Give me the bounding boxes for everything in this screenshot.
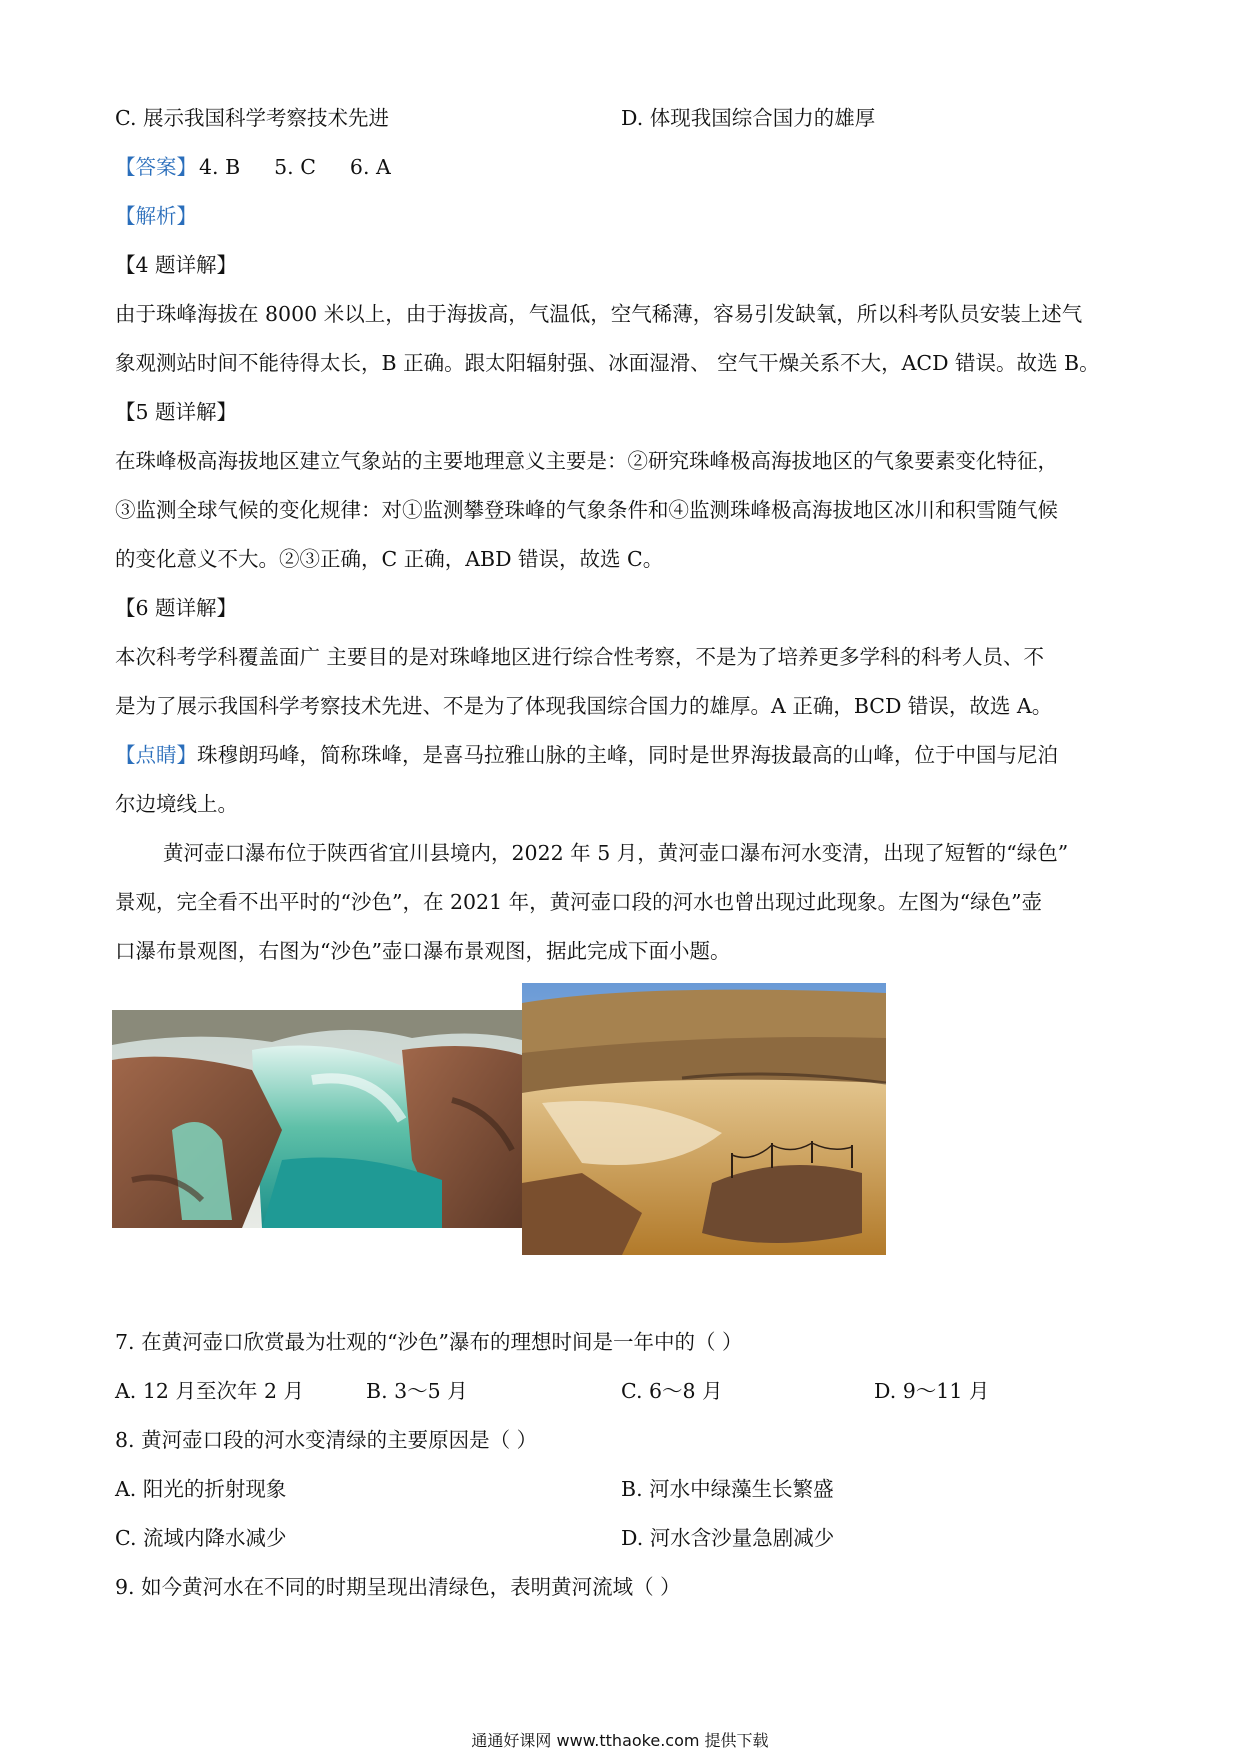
passage-line: 景观，完全看不出平时的“沙色”，在 2021 年，黄河壶口段的河水也曾出现过此现象。左图为“绿色”壶 [115,890,1043,914]
sandy-waterfall-photo [522,983,886,1255]
q6-text-line: 本次科考学科覆盖面广 主要目的是对珠峰地区进行综合性考察，不是为了培养更多学科的科考人员、不 [115,645,1045,669]
q4-text-line: 象观测站时间不能待得太长，B 正确。跟太阳辐射强、冰面湿滑、 空气干燥关系不大，ACD 错误。故选 B。 [115,351,1100,375]
q5-text-line: ③监测全球气候的变化规律：对①监测攀登珠峰的气象条件和④监测珠峰极高海拔地区冰川和积雪随气候 [115,498,1058,522]
q7-option-d: D. 9～11 月 [874,1379,990,1403]
page-footer: 通通好课网 www.tthaoke.com 提供下载 [471,1731,769,1750]
tip-text-line: 尔边境线上。 [115,792,238,816]
analysis-label: 【解析】 [115,204,197,228]
answer-value: 5. C [274,155,316,179]
q6-text-line: 是为了展示我国科学考察技术先进、不是为了体现我国综合国力的雄厚。A 正确，BCD 错误，故选 A。 [115,694,1053,718]
tip-text: 珠穆朗玛峰，简称珠峰，是喜马拉雅山脉的主峰，同时是世界海拔最高的山峰，位于中国与尼泊 [197,743,1058,767]
tip-line [115,741,1058,769]
q7-option-b: B. 3～5 月 [366,1379,468,1403]
q8-stem: 8. 黄河壶口段的河水变清绿的主要原因是（ ） [115,1428,538,1452]
q4-heading: 【4 题详解】 [115,253,238,277]
prev-option-d: D. 体现我国综合国力的雄厚 [621,106,876,130]
prev-option-c: C. 展示我国科学考察技术先进 [115,106,389,130]
q7-option-c: C. 6～8 月 [621,1379,723,1403]
q4-text-line: 由于珠峰海拔在 8000 米以上，由于海拔高，气温低，空气稀薄，容易引发缺氧，所以科考队员安装上述气 [115,302,1083,326]
q7-stem: 7. 在黄河壶口欣赏最为壮观的“沙色”瀑布的理想时间是一年中的（ ） [115,1330,743,1354]
q5-heading: 【5 题详解】 [115,400,238,424]
q6-heading: 【6 题详解】 [115,596,238,620]
q7-option-a: A. 12 月至次年 2 月 [115,1379,305,1403]
answer-line [115,153,391,181]
green-waterfall-photo [112,1010,522,1228]
answer-label: 【答案】 [115,155,197,179]
passage-line: 口瀑布景观图，右图为“沙色”壶口瀑布景观图，据此完成下面小题。 [115,939,731,963]
q5-text-line: 的变化意义不大。②③正确，C 正确，ABD 错误，故选 C。 [115,547,664,571]
passage-line: 黄河壶口瀑布位于陕西省宜川县境内，2022 年 5 月，黄河壶口瀑布河水变清，出现了短暂的“绿色” [163,841,1069,865]
answer-value: 6. A [349,155,391,179]
tip-label: 【点睛】 [115,743,197,767]
q8-option-c: C. 流域内降水减少 [115,1526,287,1550]
q8-option-b: B. 河水中绿藻生长繁盛 [621,1477,834,1501]
q8-option-a: A. 阳光的折射现象 [115,1477,287,1501]
q5-text-line: 在珠峰极高海拔地区建立气象站的主要地理意义主要是：②研究珠峰极高海拔地区的气象要素变化特征， [115,449,1058,473]
answer-value: 4. B [199,155,241,179]
q8-option-d: D. 河水含沙量急剧减少 [621,1526,835,1550]
q9-stem: 9. 如今黄河水在不同的时期呈现出清绿色，表明黄河流域（ ） [115,1575,681,1599]
